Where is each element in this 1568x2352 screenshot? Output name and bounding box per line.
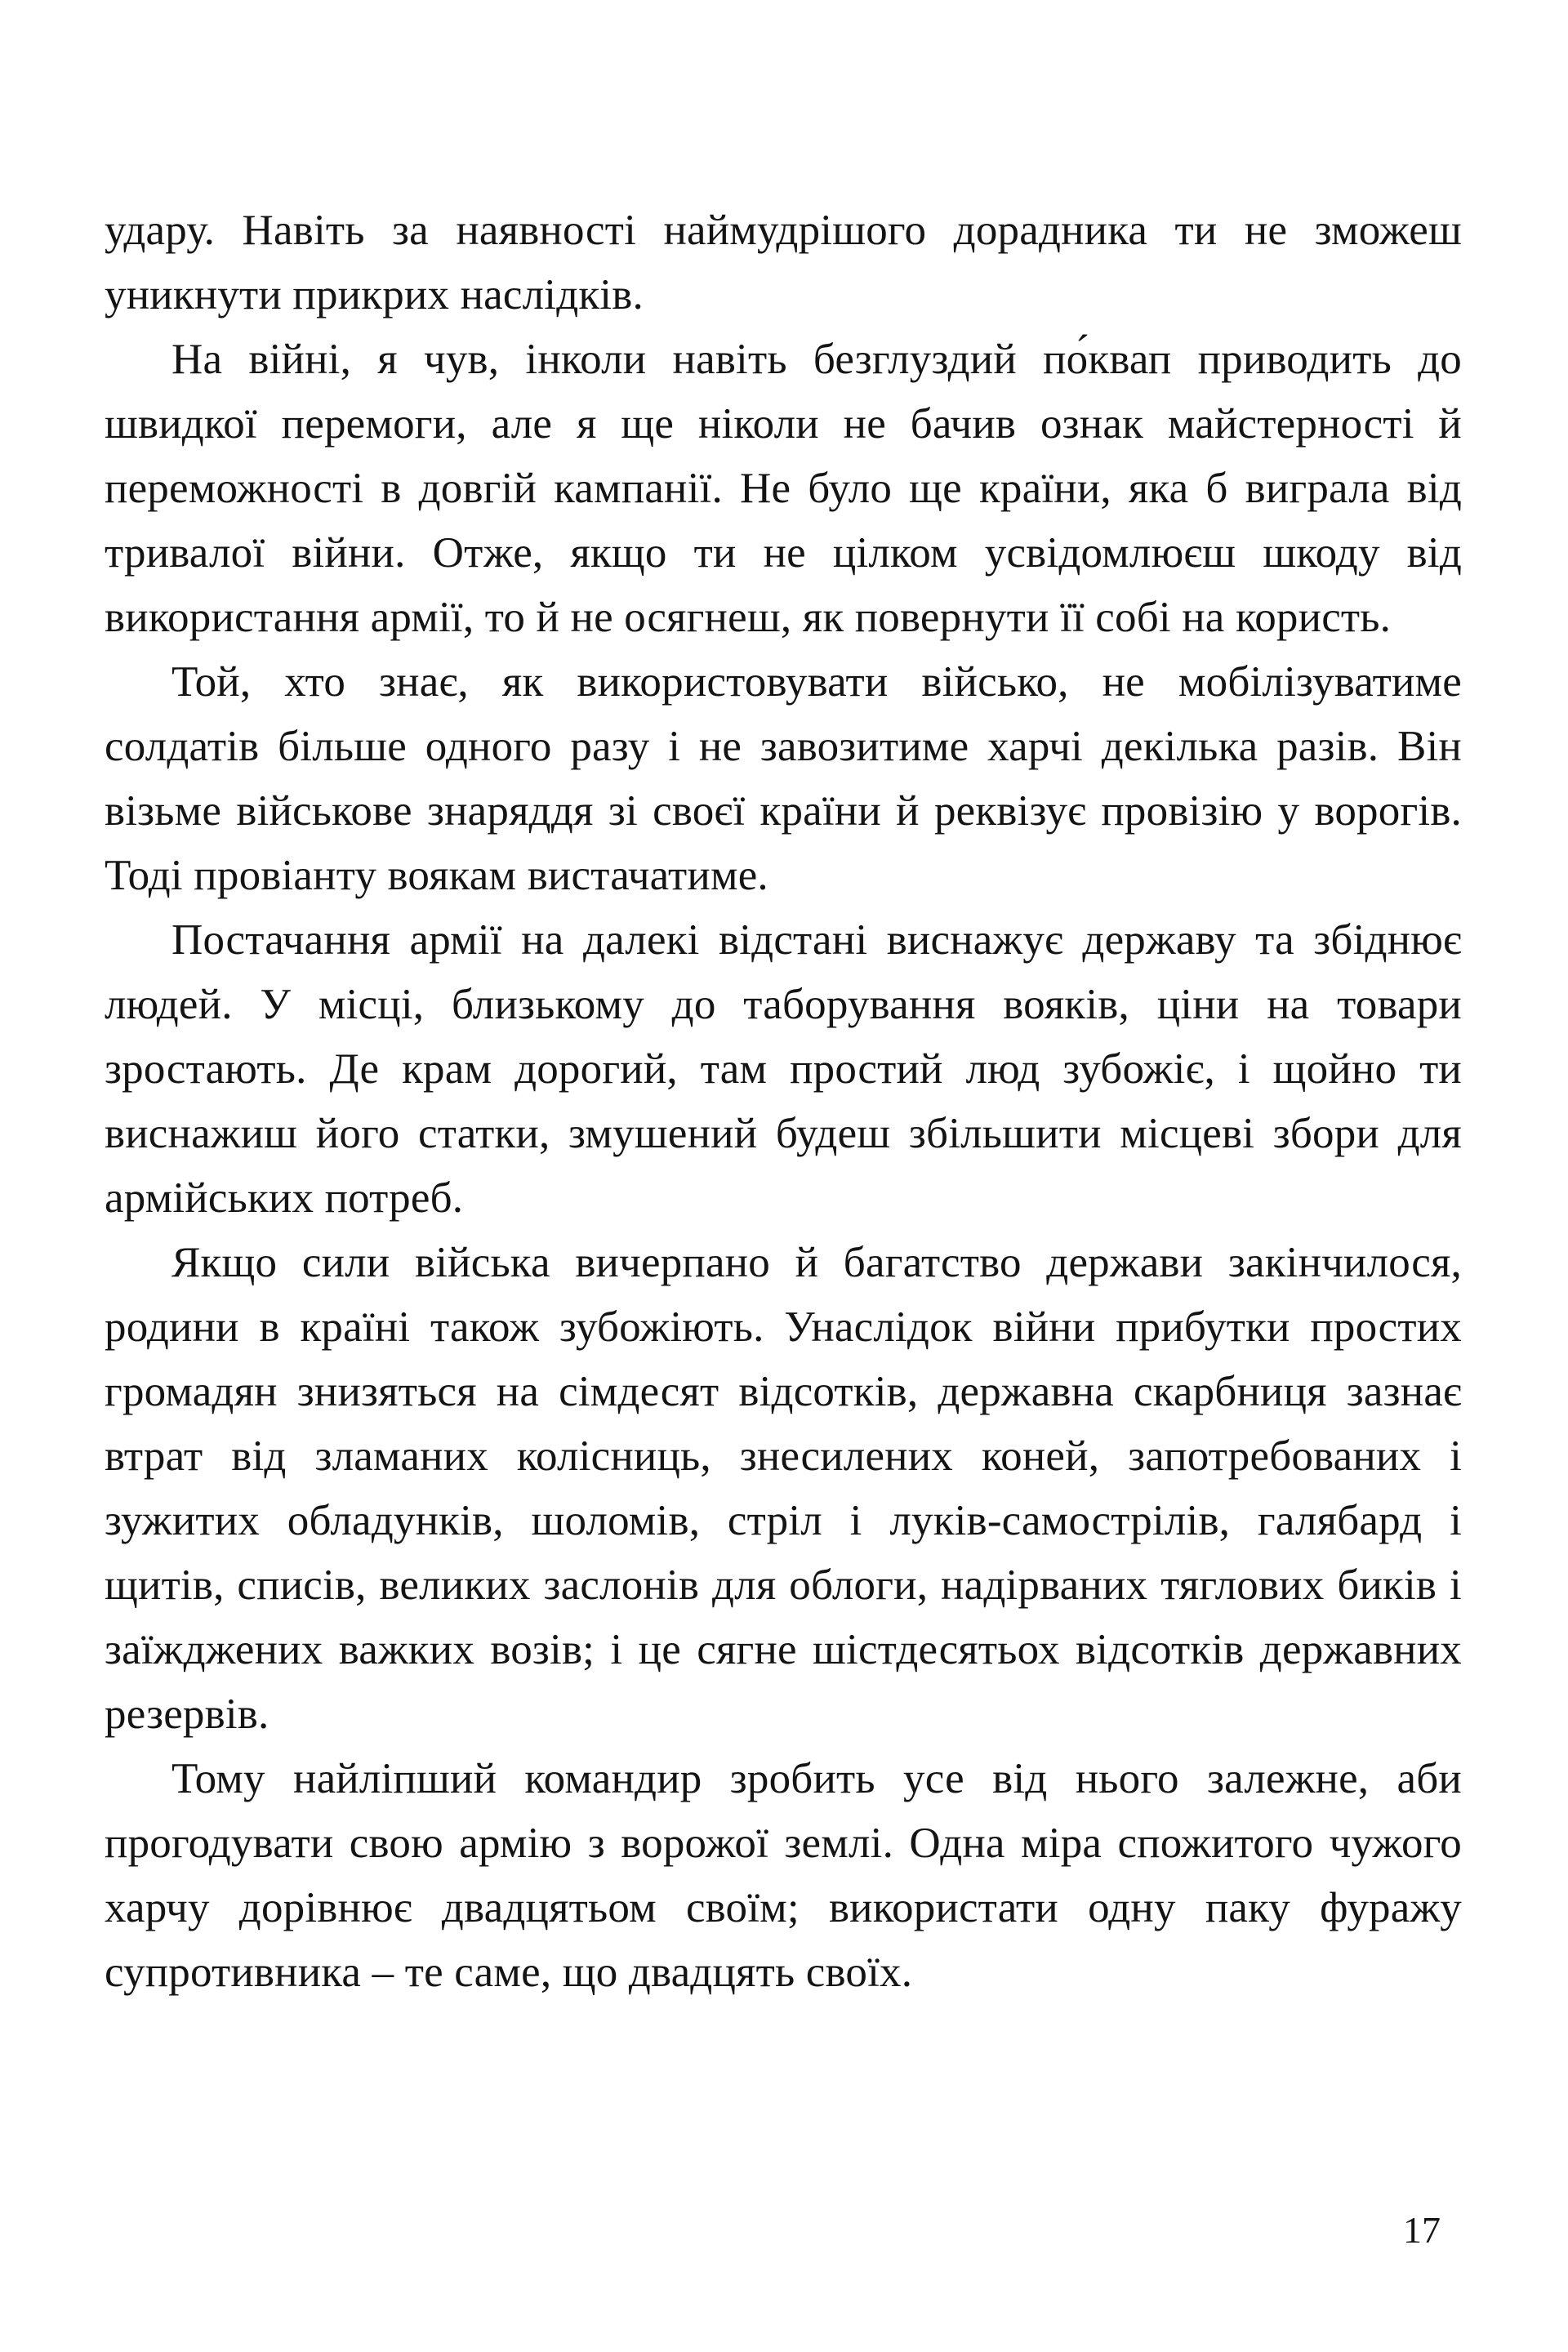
paragraph: Якщо сили війська вичерпано й багатство держави закінчилося, родини в країні також зубожіють. Унаслідок війни прибутки простих громадян знизяться на сімдесят відсотків, державна скарбниця зазнає втрат від зламаних колісниць, знесилених коней, запотребованих і зужитих обладунків, шоломів, стріл і луків-самострілів, галябард і щитів, списів, великих заслонів для облоги, надірваних тяглових биків і заїжджених важких возів; і це сягне шістдесятьох відсотків державних резервів.	[105, 1239, 1462, 1738]
paragraph: удару. Навіть за наявності наймудрішого дорадника ти не зможеш уникнути прикрих наслідків.	[105, 207, 1462, 318]
page-number: 17	[1403, 2209, 1441, 2251]
paragraph: Тому найліпший командир зробить усе від нього залежне, аби прогодувати свою армію з ворожої землі. Одна міра спожитого чужого харчу дорівнює двадцятьом своїм; використати одну паку фуражу супротивника – те саме, що двадцять своїх.	[105, 1755, 1462, 1996]
paragraph: На війні, я чув, інколи навіть безглуздий по́квап приводить до швидкої перемоги, але я ще ніколи не бачив ознак майстерності й переможності в довгій кампанії. Не було ще країни, яка б виграла від тривалої війни. Отже, якщо ти не цілком усвідомлюєш шкоду від використання армії, то й не осягнеш, як повернути її собі на користь.	[105, 336, 1462, 641]
paragraph: Той, хто знає, як використовувати військо, не мобілізуватиме солдатів більше одного разу і не завозитиме харчі декілька разів. Він візьме військове знаряддя зі своєї країни й реквізує провізію у ворогів. Тоді провіанту воякам вистачатиме.	[105, 658, 1462, 899]
paragraph: Постачання армії на далекі відстані виснажує державу та збіднює людей. У місці, близькому до таборування вояків, ціни на товари зростають. Де крам дорогий, там простий люд зубожіє, і щойно ти виснажиш його статки, змушений будеш збільшити місцеві збори для армійських потреб.	[105, 916, 1462, 1222]
page-text-block	[105, 198, 1462, 2005]
